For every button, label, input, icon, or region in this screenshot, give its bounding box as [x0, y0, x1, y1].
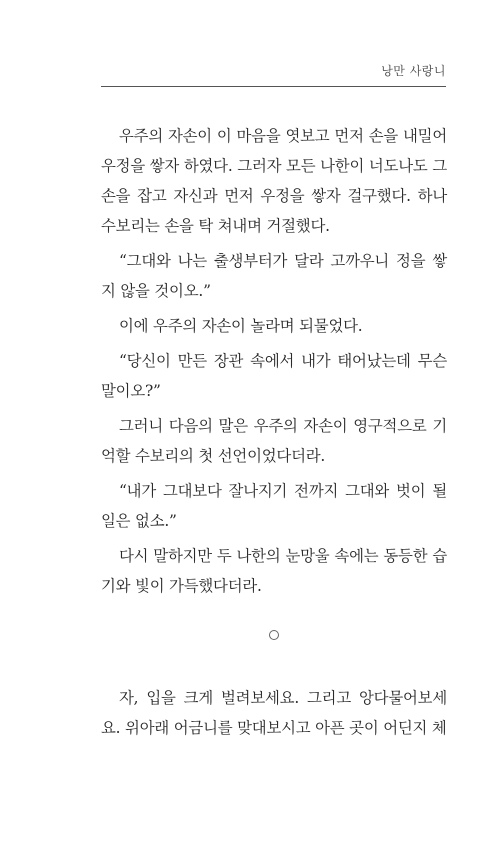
header-rule	[101, 86, 446, 87]
section-1-text	[101, 121, 447, 606]
paragraph: “그대와 나는 출생부터가 달라 고까우니 정을 쌓지 않을 것이오.”	[101, 252, 447, 300]
paragraph: 그러니 다음의 말은 우주의 자손이 영구적으로 기억할 수보리의 첫 선언이었다더라.	[101, 417, 447, 465]
paragraph: 자, 입을 크게 벌려보세요. 그리고 앙다물어보세요. 위아래 어금니를 맞대보시고 아픈 곳이 어딘지 체	[101, 689, 447, 737]
paragraph: “내가 그대보다 잘나지기 전까지 그대와 벗이 될 일은 없소.”	[101, 482, 447, 530]
paragraph: 우주의 자손이 이 마음을 엿보고 먼저 손을 내밀어 우정을 쌓자 하였다. 그러자 모든 나한이 너도나도 그 손을 잡고 자신과 먼저 우정을 쌓자 걸구했다. 하나 수보리는 손을 탁 쳐내며 거절했다.	[101, 127, 447, 235]
paragraph: 다시 말하지만 두 나한의 눈망울 속에는 동등한 습기와 빛이 가득했다더라.	[101, 547, 447, 595]
section-break-circle-icon	[269, 630, 279, 640]
section-2-text	[101, 683, 447, 748]
running-header: 낭만 사랑니	[381, 64, 446, 78]
paragraph: “당신이 만든 장관 속에서 내가 태어났는데 무슨 말이오?”	[101, 352, 447, 400]
paragraph: 이에 우주의 자손이 놀라며 되물었다.	[119, 317, 363, 335]
